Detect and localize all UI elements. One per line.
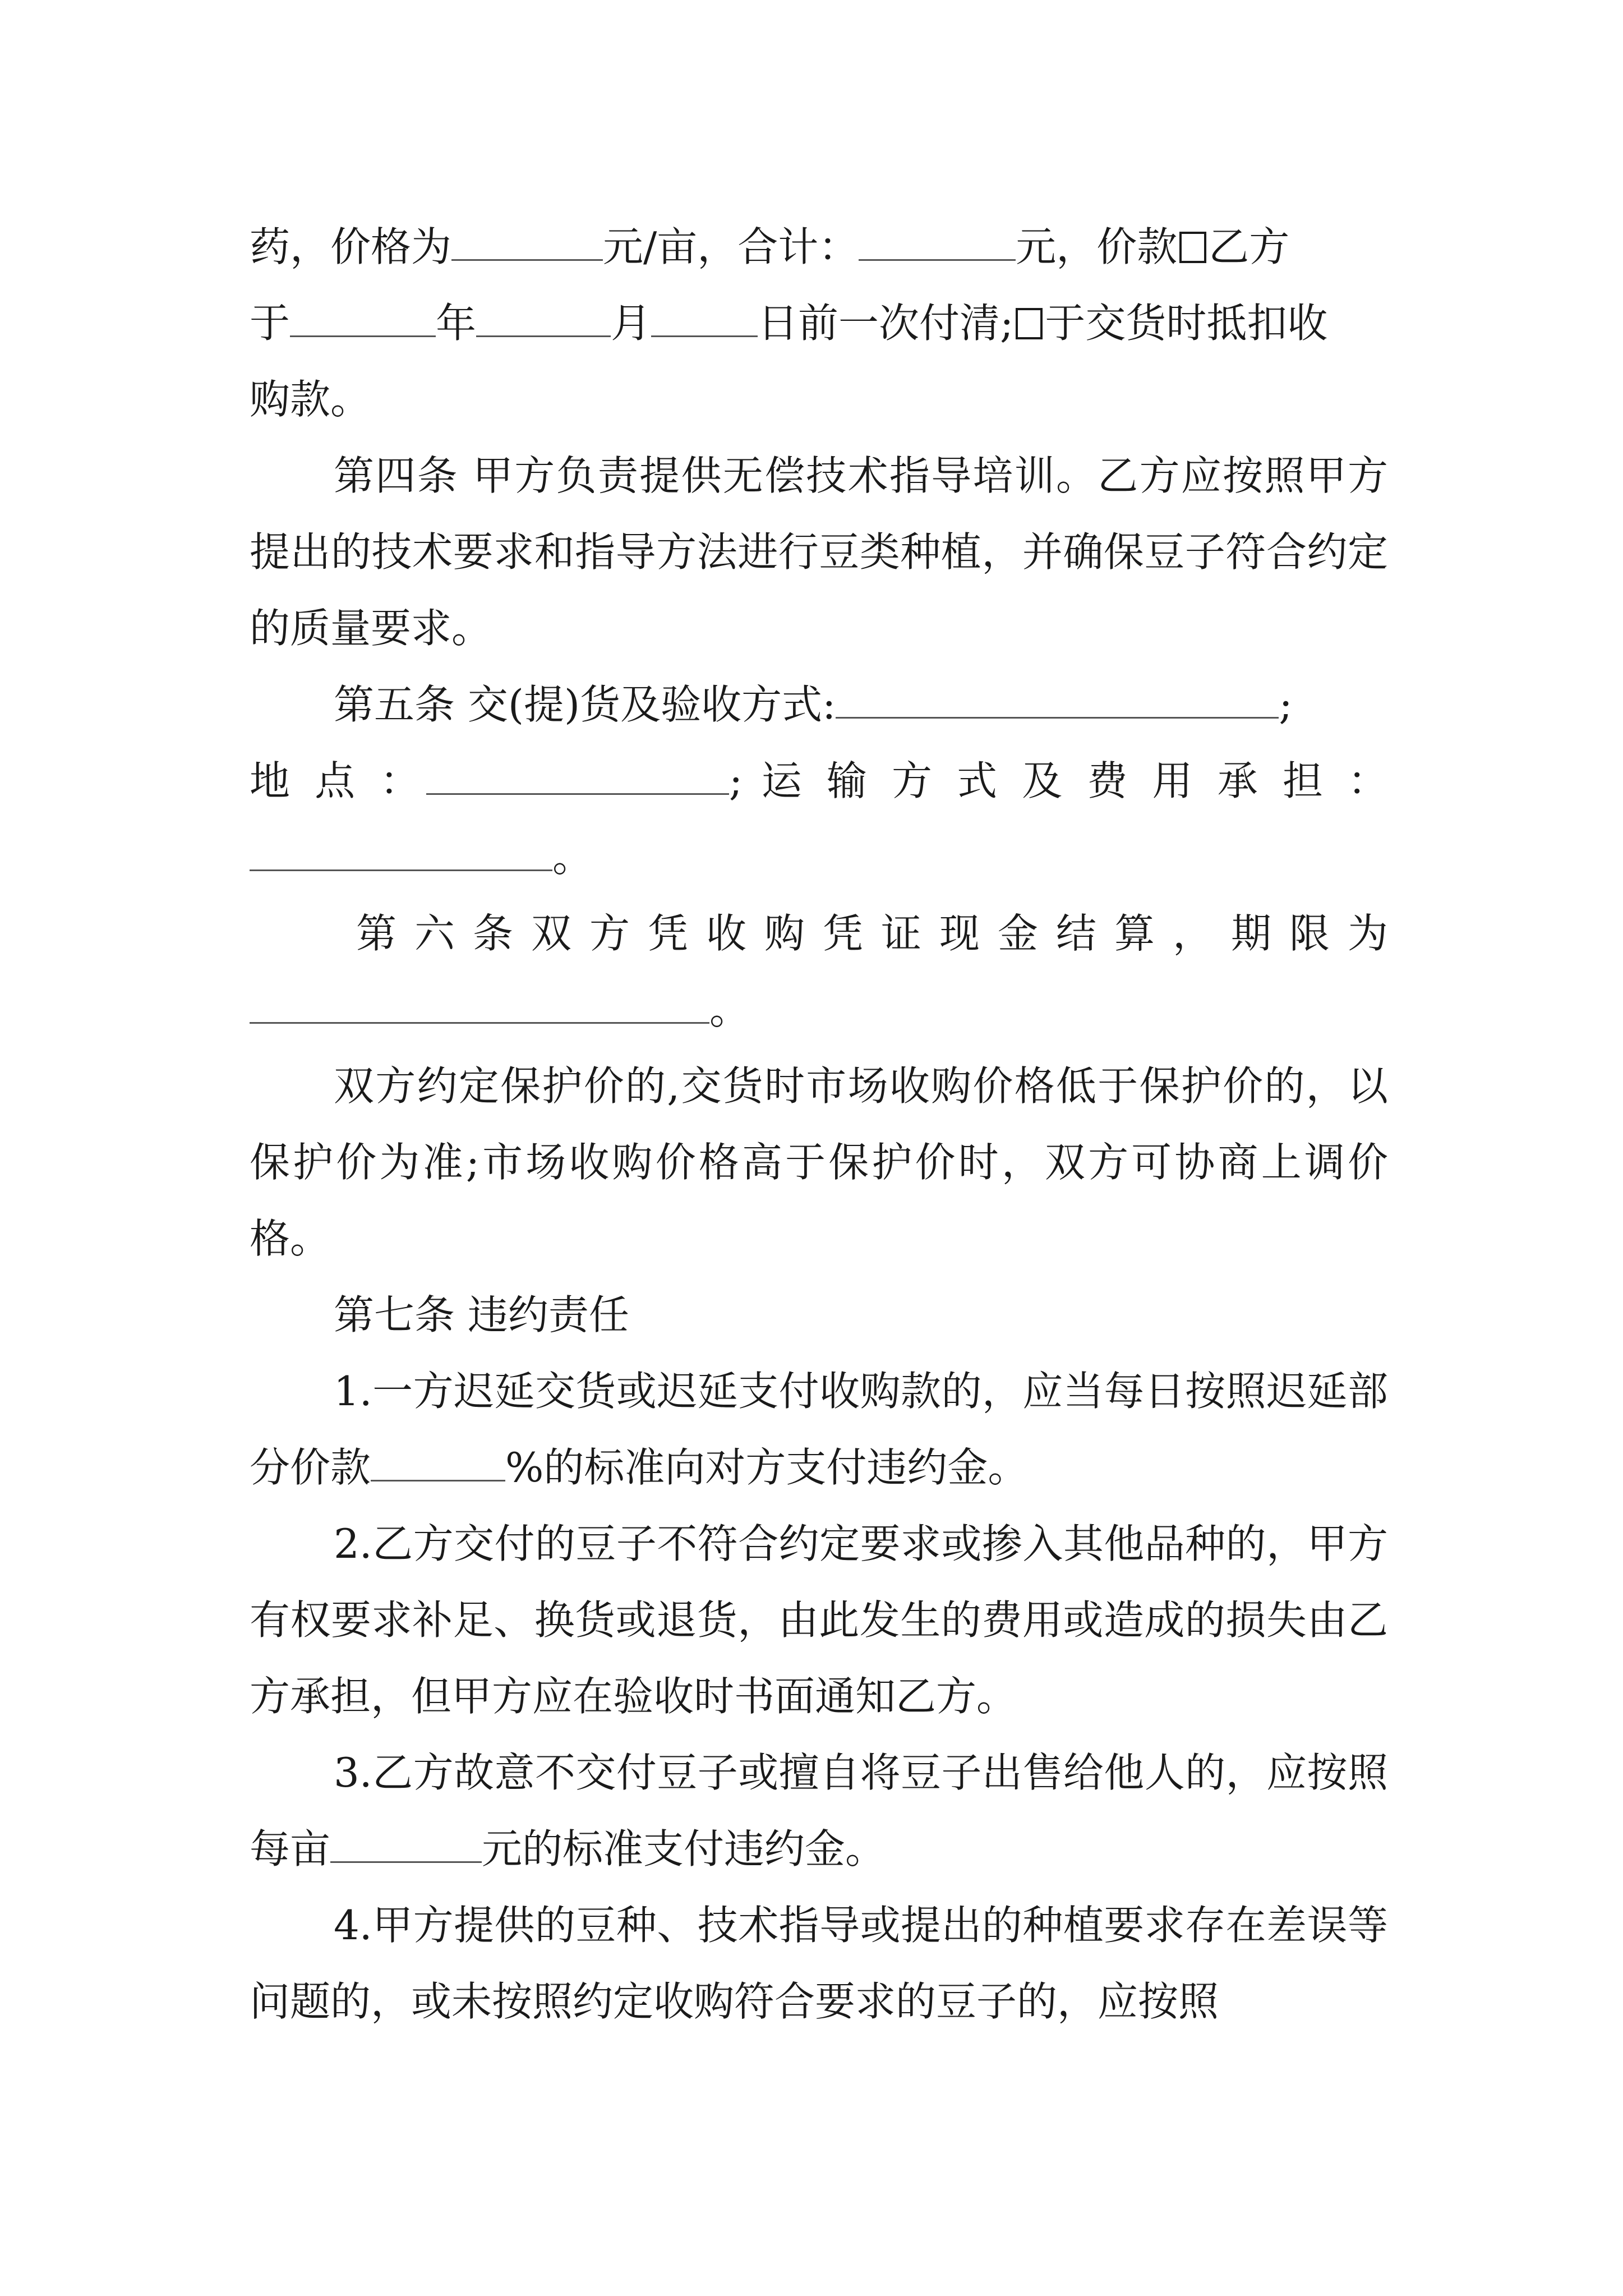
- percent-blank[interactable]: [371, 1441, 505, 1481]
- settlement-label: 第 六 条 双 方 凭 收 购 凭 证 现 金 结 算 ， 期 限 为: [356, 910, 1388, 957]
- item1-end: %的标准向对方支付违约金。: [505, 1444, 1029, 1491]
- liability-item-3: [250, 1734, 1388, 1887]
- checkbox-option-2[interactable]: [1016, 308, 1043, 339]
- article-4: 第四条 甲方负责提供无偿技术指导培训。乙方应按照甲方提出的技术要求和指导方法进行豆类种植，并确保豆子符合约定的质量要求。: [250, 452, 1388, 652]
- payment-end: 购款。: [250, 376, 371, 423]
- transport-label: ; 运 输 方 式 及 费 用 承 担 ：: [728, 757, 1388, 804]
- year-label: 年: [436, 300, 477, 347]
- place-blank[interactable]: [426, 754, 729, 795]
- contract-body: [250, 209, 1388, 2040]
- day-blank[interactable]: [651, 296, 758, 337]
- month-blank[interactable]: [476, 296, 611, 337]
- payment-clause: [250, 209, 1388, 438]
- period: 。: [709, 986, 750, 1033]
- delivery-method-label: 第五条 交(提)货及验收方式:: [334, 681, 836, 728]
- price-blank[interactable]: [451, 220, 603, 261]
- article-5-line-2: [250, 743, 1388, 819]
- article-5: [250, 666, 1388, 743]
- period: 。: [552, 834, 593, 881]
- semicolon: ;: [1279, 681, 1293, 728]
- party-b-label: 乙方: [1209, 223, 1290, 270]
- article-7-title: 第七条 违约责任: [334, 1291, 629, 1338]
- article-5-line-3: [250, 819, 1388, 895]
- per-mu-blank[interactable]: [330, 1822, 482, 1863]
- pay-once-label: 日前一次付清;: [758, 300, 1014, 347]
- checkbox-option-1[interactable]: [1179, 232, 1206, 263]
- article-6: [250, 895, 1388, 972]
- on-label: 于: [250, 300, 291, 347]
- unit-total-label: 元/亩，合计：: [603, 223, 859, 270]
- year-blank[interactable]: [290, 296, 436, 337]
- month-label: 月: [611, 300, 652, 347]
- payment-label: 元，价款: [1016, 223, 1178, 270]
- liability-item-4: 4.甲方提供的豆种、技术指导或提出的种植要求存在差误等问题的，或未按照约定收购符合要求的豆子的，应按照: [250, 1902, 1388, 2025]
- price-label: 药，价格为: [250, 223, 452, 270]
- place-label: 地 点 ：: [250, 757, 426, 804]
- transport-blank[interactable]: [250, 830, 552, 871]
- deduct-label: 于交货时抵扣收: [1045, 300, 1328, 347]
- term-blank[interactable]: [250, 983, 709, 1024]
- liability-item-2: 2.乙方交付的豆子不符合约定要求或掺入其他品种的，甲方有权要求补足、换货或退货，由此发生的费用或造成的损失由乙方承担，但甲方应在验收时书面通知乙方。: [250, 1520, 1388, 1720]
- delivery-method-blank[interactable]: [836, 678, 1279, 719]
- item3-end: 元的标准支付违约金。: [482, 1825, 886, 1872]
- item1-text: 1.一方迟延交货或迟延支付收购款的，应当每日按照迟延部分价款: [250, 1368, 1388, 1491]
- protection-price-clause: 双方约定保护价的,交货时市场收购价格低于保护价的，以保护价为准;市场收购价格高于保护价时，双方可协商上调价格。: [250, 1062, 1388, 1262]
- item3-text: 3.乙方故意不交付豆子或擅自将豆子出售给他人的，应按照每亩: [250, 1749, 1388, 1872]
- liability-item-1: [250, 1353, 1388, 1506]
- article-6-line-2: [250, 972, 1388, 1048]
- total-blank[interactable]: [859, 220, 1016, 261]
